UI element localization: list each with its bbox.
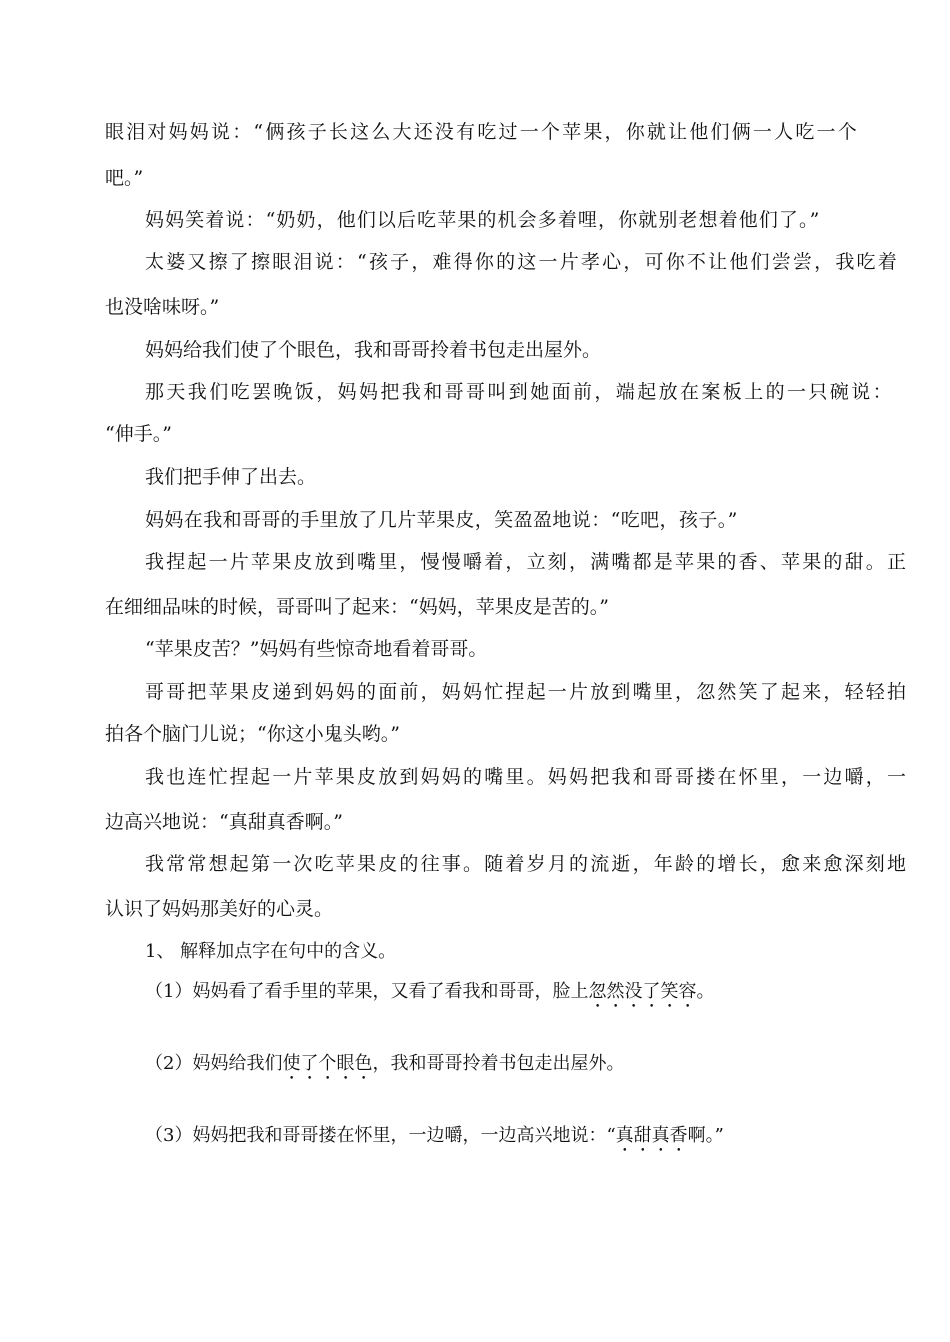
story-line: 哥哥把苹果皮递到妈妈的面前，妈妈忙捏起一片放到嘴里，忽然笑了起来，轻轻拍 xyxy=(145,681,909,703)
story-line: 那天我们吃罢晚饭，妈妈把我和哥哥叫到她面前，端起放在案板上的一只碗说： xyxy=(145,381,895,403)
question-item-2 xyxy=(145,1052,624,1084)
question-text: ，我和哥哥拎着书包走出屋外。 xyxy=(372,1053,625,1074)
story-line: 我捏起一片苹果皮放到嘴里，慢慢嚼着，立刻，满嘴都是苹果的香、苹果的甜。正 xyxy=(145,551,909,573)
story-line: 我常常想起第一次吃苹果皮的往事。随着岁月的流逝，年龄的增长，愈来愈深刻地 xyxy=(145,853,909,875)
story-line: 我也连忙捏起一片苹果皮放到妈妈的嘴里。妈妈把我和哥哥搂在怀里，一边嚼，一 xyxy=(145,766,909,788)
dotted-phrase: 忽然没了笑容 xyxy=(588,981,697,1002)
story-line: 拍各个脑门儿说；“你这小鬼头哟。” xyxy=(105,723,400,745)
question-item-1 xyxy=(145,980,714,1012)
story-line: “苹果皮苦？”妈妈有些惊奇地看着哥哥。 xyxy=(145,638,488,660)
story-line: 眼泪对妈妈说：“俩孩子长这么大还没有吃过一个苹果，你就让他们俩一人吃一个 xyxy=(105,121,859,143)
story-line: “伸手。” xyxy=(105,423,172,445)
story-line: 太婆又擦了擦眼泪说：“孩子，难得你的这一片孝心，可你不让他们尝尝，我吃着 xyxy=(145,251,899,273)
story-line: 在细细品味的时候，哥哥叫了起来：“妈妈，苹果皮是苦的。” xyxy=(105,596,609,618)
question-text: （1）妈妈看了看手里的苹果，又看了看我和哥哥，脸上 xyxy=(145,981,589,1002)
story-line: 妈妈给我们使了个眼色，我和哥哥拎着书包走出屋外。 xyxy=(145,339,602,361)
dotted-phrase: 真甜真香 xyxy=(615,1125,688,1146)
story-line: 妈妈在我和哥哥的手里放了几片苹果皮，笑盈盈地说：“吃吧，孩子。” xyxy=(145,509,738,531)
story-line: 吧。” xyxy=(105,167,144,189)
dotted-phrase: 使了个眼色 xyxy=(282,1053,373,1074)
story-line: 认识了妈妈那美好的心灵。 xyxy=(105,898,334,920)
question-text: （3）妈妈把我和哥哥搂在怀里，一边嚼，一边高兴地说：“ xyxy=(145,1125,616,1146)
question-title: 1、 解释加点字在句中的含义。 xyxy=(145,941,397,962)
story-line: 也没啥味呀。” xyxy=(105,296,220,318)
question-text: 。 xyxy=(696,981,715,1002)
question-item-3 xyxy=(145,1124,724,1156)
question-text: （2）妈妈给我们 xyxy=(145,1053,283,1074)
story-line: 妈妈笑着说：“奶奶，他们以后吃苹果的机会多着哩，你就别老想着他们了。” xyxy=(145,209,821,231)
question-text: 啊。” xyxy=(687,1125,724,1146)
story-line: 我们把手伸了出去。 xyxy=(145,466,317,488)
story-line: 边高兴地说：“真甜真香啊。” xyxy=(105,811,343,833)
